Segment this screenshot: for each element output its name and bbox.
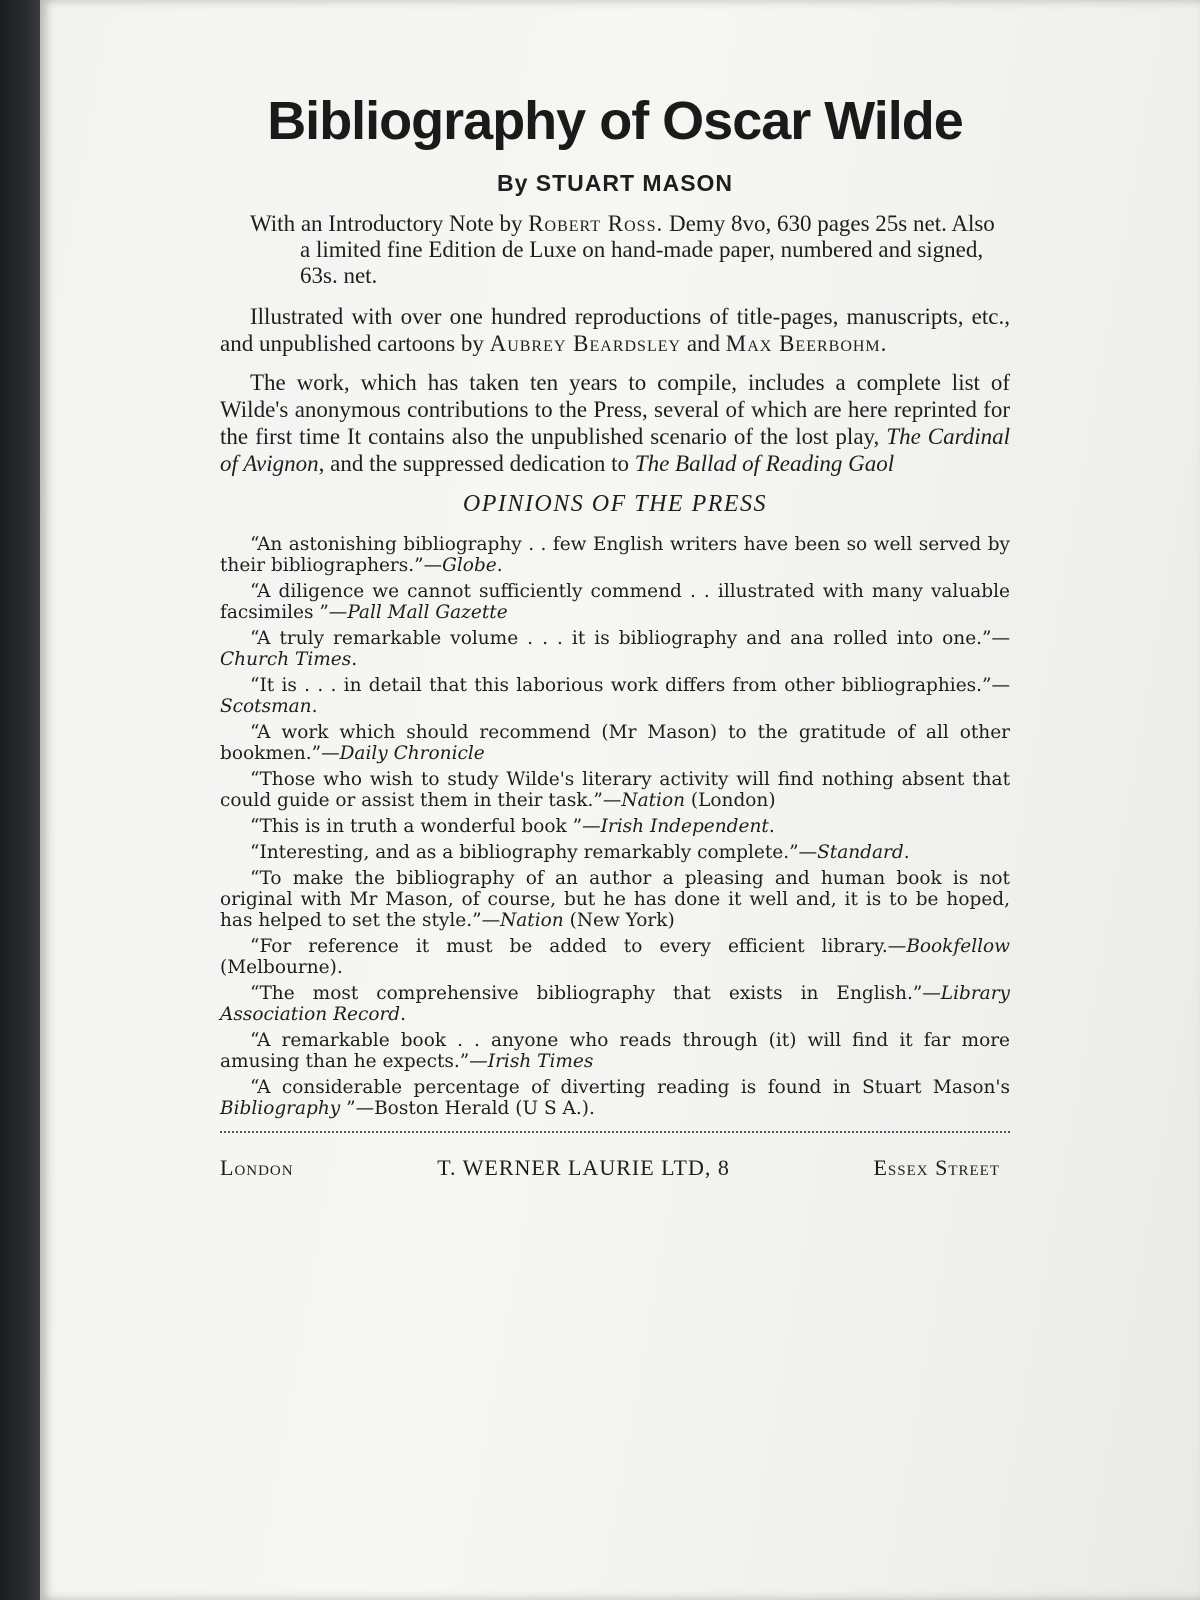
quote-source: Nation [500,910,564,931]
quote-text: “A remarkable book . . anyone who reads through (it) will find it far more amusing than he expects.”— [220,1030,1010,1072]
quote-text: “For reference it must be added to every efficient library.— [250,936,907,957]
page-title: Bibliography of Oscar Wilde [267,91,963,151]
quote-text: “The most comprehensive bibliography that exists in English.”— [250,983,941,1004]
publisher-imprint [220,1155,1010,1181]
press-quote [220,534,1010,576]
quote-source: Church Times [220,649,352,670]
press-quote [220,675,1010,717]
quote-after: ”—Boston Herald (U S A.). [340,1098,595,1119]
quote-text: “To make the bibliography of an author a pleasing and human book is not original with Mr Mason, of course, but he has done it well and, it is to be hoped, has helped to set the style.”— [220,868,1010,931]
quote-source: Bookfellow [906,936,1010,957]
byline: By STUART MASON [496,170,734,196]
press-heading: OPINIONS OF THE PRESS [462,491,768,517]
work-text-2: , and the suppressed dedication to [318,451,635,476]
quote-source: Globe [442,555,497,576]
quote-text: “A work which should recommend (Mr Mason) to the gratitude of all other bookmen.”— [220,722,1010,764]
quote-source: Standard [817,842,904,863]
illustrated-paragraph [220,303,1010,357]
press-quote [220,1030,1010,1072]
intro-text-2: Demy 8vo, 630 pages 25s net. Also a limited fine Edition de Luxe on hand-made paper, numbered and signed, 63s. net. [300,211,995,288]
press-quote [220,816,1010,837]
quotes-list [220,534,1010,1119]
intro-name: Robert Ross. [528,211,664,236]
quote-after: . [311,696,318,717]
quote-text: “It is . . . in detail that this laborious work differs from other bibliographies.”— [250,675,1010,696]
quote-text: “A considerable percentage of diverting reading is found in Stuart Mason's [250,1077,1010,1098]
quote-text: “Interesting, and as a bibliography remarkably complete.”— [250,842,818,863]
dotted-divider [220,1131,1010,1133]
work-text-1: The work, which has taken ten years to compile, includes a complete list of Wilde's anonymous contributions to the Press, several of which are here reprinted for the first time It contains also the unpublished scenario of the lost play, [220,370,1010,449]
quote-source: Irish Times [487,1051,594,1072]
quote-after: . [400,1004,407,1025]
quote-text: “A diligence we cannot sufficiently commend . . illustrated with many valuable facsimiles ”— [220,581,1010,623]
quote-after: (Melbourne). [220,957,343,978]
imprint-city: London [220,1155,294,1180]
work-paragraph [220,369,1010,477]
play-title: The Cardinal of Avignon [220,424,1010,476]
illustrated-text-1: Illustrated with over one hundred reproductions of title-pages, manuscripts, etc., and unpublished cartoons by [220,304,1010,356]
quote-text: “This is in truth a wonderful book ”— [250,816,601,837]
quote-source: Library Association Record [220,983,1010,1025]
press-quote [220,842,1010,863]
poem-title: The Ballad of Reading Gaol [634,451,895,476]
quote-source: Pall Mall Gazette [347,602,508,623]
quote-source: Scotsman [220,696,312,717]
press-quote [220,983,1010,1025]
quote-text: “Those who wish to study Wilde's literary activity will find nothing absent that could guide or assist them in their task.”— [220,769,1010,811]
press-quote [220,868,1010,931]
imprint-street: Essex Street [873,1155,1000,1180]
quote-after: . [768,816,775,837]
press-quote [220,769,1010,811]
quote-after: (London) [685,790,776,811]
intro-paragraph [250,211,1010,289]
intro-text-1: With an Introductory Note by [250,211,529,236]
press-quote [220,1077,1010,1119]
quote-after: . [351,649,358,670]
book-page [40,0,1200,1600]
quote-source: Daily Chronicle [339,743,485,764]
illustrator-1: Aubrey Beardsley [489,331,682,356]
imprint-publisher: T. WERNER LAURIE LTD, 8 [437,1155,730,1180]
quote-source: Irish Independent [600,816,769,837]
illustrator-2: Max Beerbohm [725,331,881,356]
quote-text: “A truly remarkable volume . . . it is bibliography and ana rolled into one.”— [250,628,1010,649]
illustrated-text-2: and [681,331,726,356]
quote-text: “An astonishing bibliography . . few English writers have been so well served by their bibliographers.”— [220,534,1010,576]
press-quote [220,628,1010,670]
quote-after: (New York) [563,910,675,931]
quote-source: Nation [621,790,686,811]
quote-after: . [903,842,910,863]
quote-after: . [496,555,503,576]
press-quote [220,722,1010,764]
page-content [220,80,1010,1181]
press-quote [220,936,1010,978]
quote-source: Bibliography [220,1098,341,1119]
press-quote [220,581,1010,623]
book-spine [0,0,40,1600]
illustrated-text-3: . [880,331,887,356]
